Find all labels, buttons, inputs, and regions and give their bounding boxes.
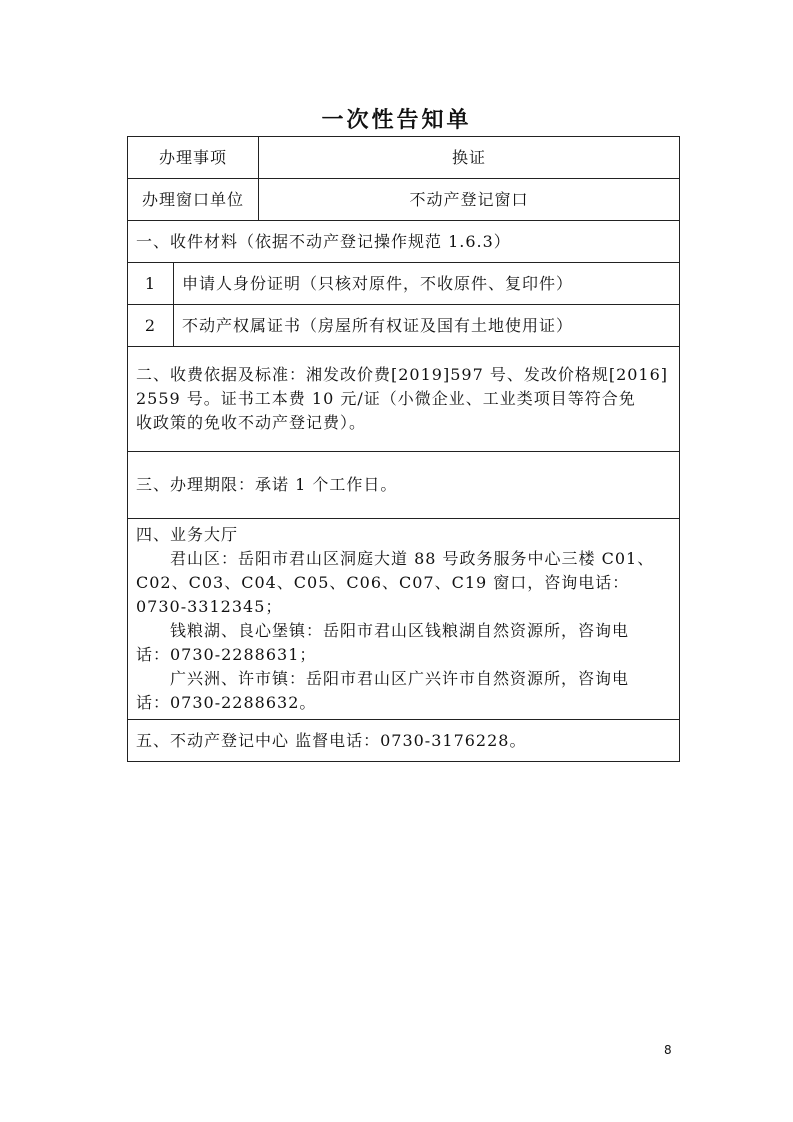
- business-hall-row: [128, 519, 680, 720]
- material-item-text: 申请人身份证明（只核对原件，不收原件、复印件）: [174, 263, 680, 305]
- window-label: 办理窗口单位: [128, 179, 259, 221]
- fees-line: 2559 号。证书工本费 10 元/证（小微企业、工业类项目等符合免: [136, 389, 636, 408]
- business-hall-heading: 四、业务大厅: [136, 525, 239, 544]
- materials-heading-row: [128, 221, 680, 263]
- junshan-address: 君山区：岳阳市君山区洞庭大道 88 号政务服务中心三楼 C01、: [170, 549, 655, 568]
- matter-label: 办理事项: [128, 137, 259, 179]
- fees-line: 收政策的免收不动产登记费）。: [136, 413, 367, 432]
- window-value: 不动产登记窗口: [259, 179, 680, 221]
- fees-line: 二、收费依据及标准：湘发改价费[2019]597 号、发改价格规[2016]: [136, 365, 669, 384]
- qianliang-address: 钱粮湖、良心堡镇：岳阳市君山区钱粮湖自然资源所，咨询电: [170, 621, 630, 640]
- window-row: [128, 179, 680, 221]
- fees-cell: [128, 347, 680, 452]
- deadline-text: 三、办理期限：承诺 1 个工作日。: [128, 452, 680, 519]
- supervision-text: 五、不动产登记中心 监督电话：0730-3176228。: [128, 720, 680, 762]
- supervision-row: [128, 720, 680, 762]
- guangxing-address: 广兴洲、许市镇：岳阳市君山区广兴许市自然资源所，咨询电: [170, 669, 630, 688]
- material-item-number: 1: [128, 263, 174, 305]
- material-item-text: 不动产权属证书（房屋所有权证及国有土地使用证）: [174, 305, 680, 347]
- guangxing-address-cont: 话：0730-2288632。: [136, 693, 317, 712]
- materials-heading: 一、收件材料（依据不动产登记操作规范 1.6.3）: [128, 221, 680, 263]
- junshan-address-cont: C02、C03、C04、C05、C06、C07、C19 窗口，咨询电话：0730-3312345；: [136, 573, 630, 616]
- fees-row: [128, 347, 680, 452]
- matter-row: [128, 137, 680, 179]
- material-item-number: 2: [128, 305, 174, 347]
- material-item-row: [128, 305, 680, 347]
- deadline-row: [128, 452, 680, 519]
- document-title: 一次性告知单: [321, 108, 472, 133]
- matter-value: 换证: [259, 137, 680, 179]
- material-item-row: [128, 263, 680, 305]
- business-hall-cell: [128, 519, 680, 720]
- qianliang-address-cont: 话：0730-2288631；: [136, 645, 317, 664]
- notice-table: [127, 136, 680, 762]
- page-number: 8: [664, 1043, 672, 1057]
